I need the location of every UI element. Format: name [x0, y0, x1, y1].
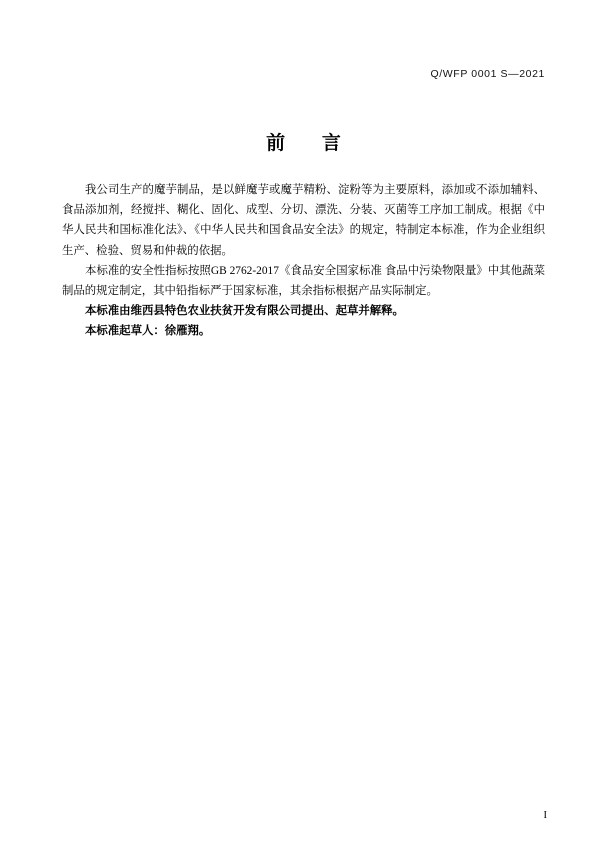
- paragraph-2: 本标准的安全性指标按照GB 2762-2017《食品安全国家标准 食品中污染物限量》中其他蔬菜制品的规定制定，其中铅指标严于国家标准，其余指标根据产品实际制定。: [62, 264, 545, 298]
- standard-code-header: Q/WFP 0001 S—2021: [430, 68, 545, 80]
- paragraph-3: 本标准由维西县特色农业扶贫开发有限公司提出、起草并解释。: [85, 305, 404, 318]
- page-title: 前 言: [266, 133, 357, 154]
- paragraph-4: 本标准起草人：徐雁翔。: [85, 325, 211, 338]
- page-number: I: [543, 810, 547, 821]
- foreword-body: [62, 180, 545, 342]
- paragraph-1: 我公司生产的魔芋制品，是以鲜魔芋或魔芋精粉、淀粉等为主要原料，添加或不添加辅料、食品添加剂，经搅拌、糊化、固化、成型、分切、漂洗、分装、灭菌等工序加工制成。根据《中华人民共和国标准化法》、《中华人民共和国食品安全法》的规定，特制定本标准，作为企业组织生产、检验、贸易和仲裁的依据。: [62, 184, 545, 257]
